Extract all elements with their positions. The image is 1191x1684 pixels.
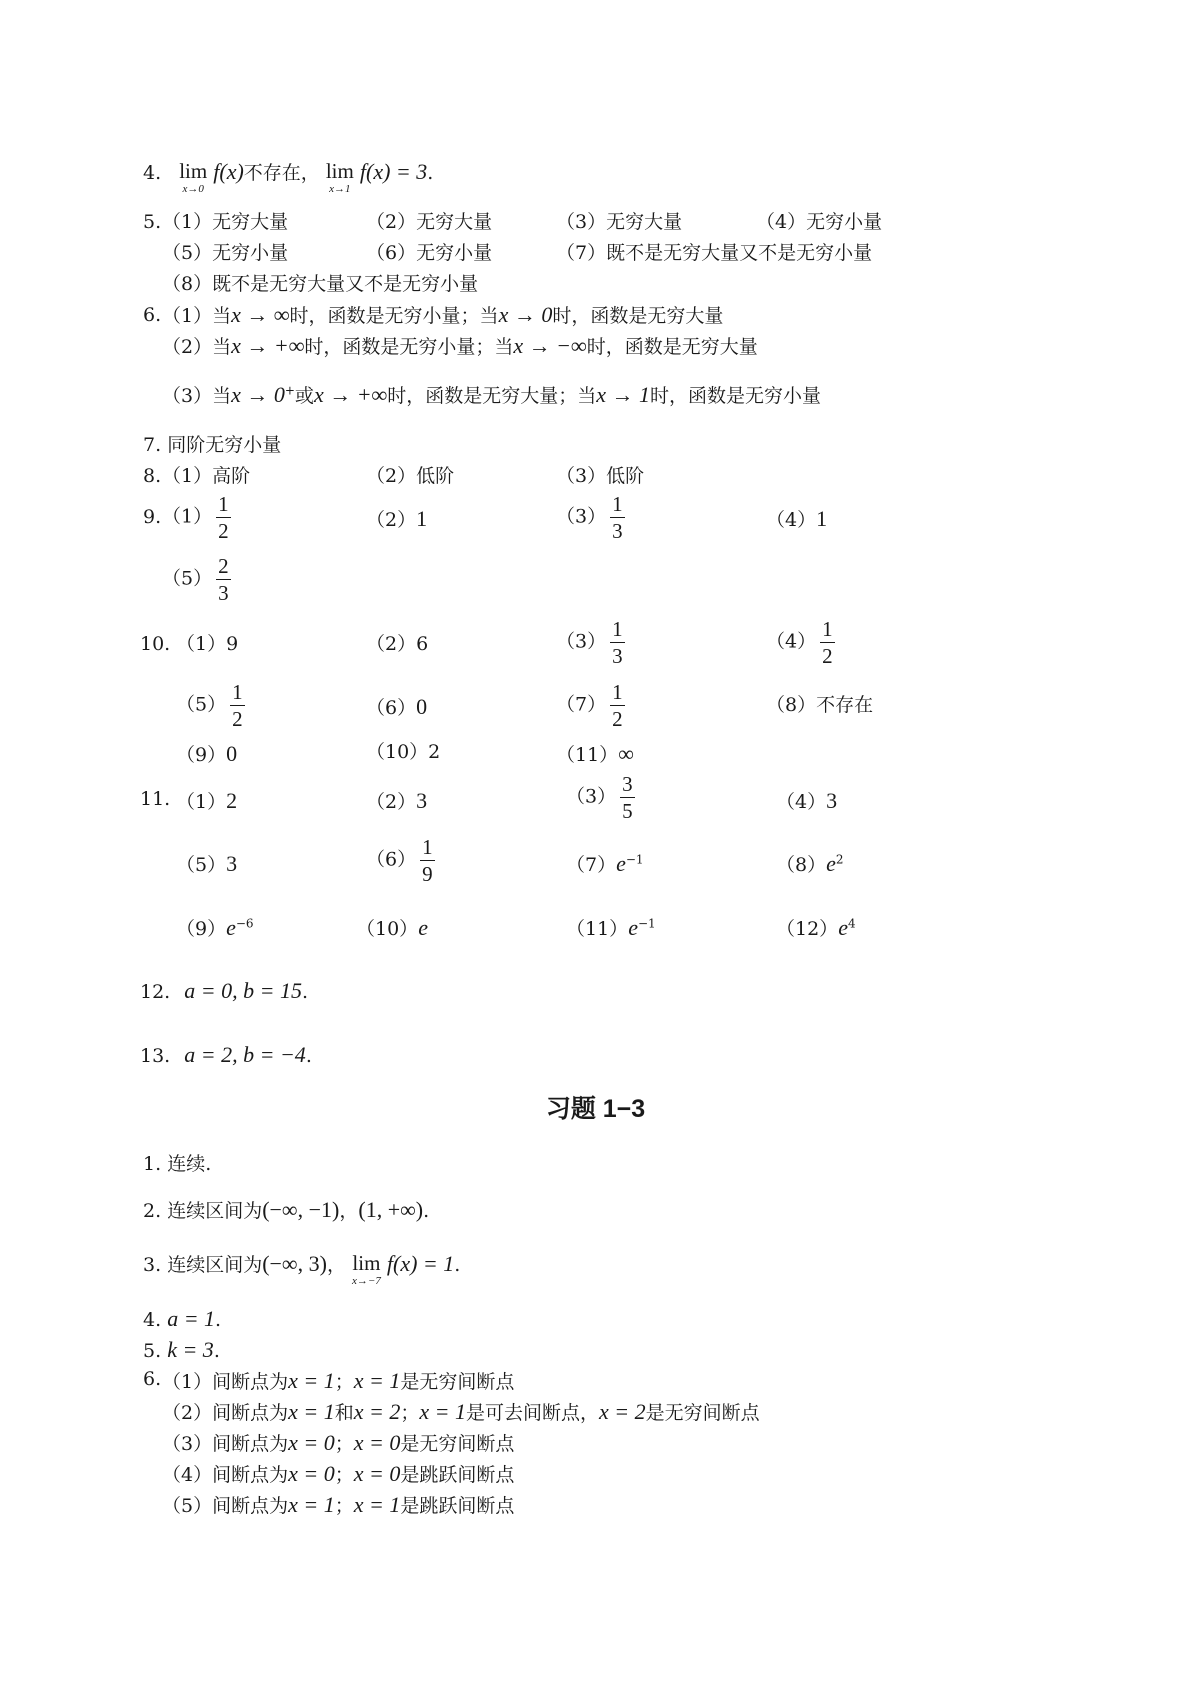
item-number: 9. [143, 506, 162, 528]
period: . [427, 162, 434, 184]
math-expression: x = 1 [419, 1399, 466, 1424]
answer-text: 是跳跃间断点 [400, 1464, 515, 1486]
answer-10-6 [366, 696, 427, 718]
separator: ； [334, 1371, 354, 1393]
answer-text: 时，函数是无穷大量 [552, 305, 724, 327]
answer-text: 连续区间为 [167, 1254, 263, 1276]
answer-label: （11） [566, 918, 629, 940]
math-base: e [628, 915, 638, 940]
answer-text: 时，函数是无穷大量；当 [387, 385, 597, 407]
answer-7 [143, 436, 281, 455]
item-number: 3. [143, 1254, 162, 1276]
answer-8-3: （3）低阶 [556, 465, 645, 487]
math-expression: x = 1 [288, 1399, 335, 1424]
answer-6-1 [162, 304, 723, 326]
item-number: 12. [140, 981, 171, 1003]
answer-label: （12） [776, 918, 839, 940]
math-expression: a = 0, b = 15 [184, 978, 302, 1003]
answer-s2-6-5 [162, 1494, 514, 1516]
math-expression: x → +∞ [313, 382, 388, 407]
answer-label: （3） [566, 785, 617, 808]
answer-value: 3 [826, 788, 838, 813]
answer-11-9 [176, 917, 254, 939]
item-number: 6. [143, 1368, 162, 1390]
answer-5-4: （4）无穷小量 [756, 211, 883, 233]
denominator: 2 [232, 707, 243, 732]
math-base: e [418, 915, 428, 940]
math-expression: x → −∞ [513, 333, 587, 358]
numerator: 1 [610, 618, 625, 643]
math-base: e [838, 915, 848, 940]
answer-11-7 [566, 853, 644, 875]
fraction [820, 618, 835, 667]
lim-subscript: x→0 [182, 183, 204, 195]
answer-11-3 [566, 773, 635, 822]
answer-8-2: （2）低阶 [366, 465, 455, 487]
answer-value: 3 [226, 851, 238, 876]
answer-11-8 [776, 853, 844, 875]
denominator: 5 [622, 799, 633, 824]
answer-text: （3）间断点为 [162, 1433, 289, 1455]
answer-text: （1）间断点为 [162, 1371, 289, 1393]
answer-5-7: （7）既不是无穷大量又不是无穷小量 [556, 242, 873, 264]
period: . [423, 1200, 430, 1222]
answer-label: （2） [366, 791, 417, 813]
fraction [610, 493, 625, 542]
answer-text: 连续区间为 [167, 1200, 263, 1222]
answer-5-6: （6）无穷小量 [366, 242, 493, 264]
answer-label: （5） [162, 567, 213, 590]
math-expression: x → 0 [231, 382, 285, 407]
answer-text: 是可去间断点， [466, 1402, 600, 1424]
answer-12 [140, 980, 308, 1002]
answer-value: 2 [226, 788, 238, 813]
period: . [301, 981, 309, 1003]
answer-text: （2）当 [162, 336, 232, 358]
answer-9-2 [366, 508, 427, 530]
answer-11-2 [366, 790, 427, 812]
math-expression: x = 1 [288, 1368, 335, 1393]
answer-text: 是跳跃间断点 [400, 1495, 515, 1517]
math-expression: x → 0 [498, 302, 553, 327]
lim-subscript: x→1 [329, 183, 351, 195]
answer-label: （9） [176, 918, 227, 940]
answer-label: （3） [556, 505, 607, 528]
math-expression: f(x) = 3 [359, 159, 428, 184]
item-number: 4. [143, 1309, 162, 1331]
answer-text: 时，函数是无穷大量 [586, 336, 758, 358]
answer-label: （11） [556, 744, 619, 766]
answer-s2-6-4 [162, 1463, 514, 1485]
item-number: 13. [140, 1045, 171, 1067]
answer-text: 不存在， [243, 162, 320, 184]
denominator: 3 [612, 644, 623, 669]
separator: ， [339, 1200, 359, 1222]
superscript: + [284, 383, 295, 398]
math-expression: f(x) [213, 159, 244, 184]
answer-5-1: （1）无穷大量 [162, 211, 289, 233]
answer-text: 是无穷间断点 [400, 1433, 515, 1455]
lim-word: lim [179, 159, 208, 183]
fraction [216, 555, 231, 604]
answer-11-11 [566, 917, 656, 939]
answer-10-2: （2）6 [366, 633, 429, 655]
answer-4 [143, 161, 433, 195]
answer-s2-5 [143, 1339, 220, 1361]
math-expression: (1, +∞) [358, 1197, 424, 1222]
answer-label: （4） [766, 630, 817, 653]
answer-11-12 [776, 917, 856, 939]
math-expression: a = 2, b = −4 [184, 1042, 306, 1067]
answer-label: （4） [776, 791, 827, 813]
answer-text: （2）间断点为 [162, 1402, 289, 1424]
separator: ； [334, 1495, 354, 1517]
numerator: 3 [620, 773, 635, 798]
item-number: 5. [143, 211, 162, 233]
answer-text: 时，函数是无穷小量；当 [304, 336, 514, 358]
answer-11-1 [176, 790, 237, 812]
answer-11-6 [366, 836, 435, 885]
math-expression: x = 0 [353, 1430, 401, 1455]
answer-label: （4） [766, 509, 817, 531]
limit-expression [352, 1253, 381, 1287]
answer-label: （10） [356, 918, 419, 940]
numerator: 1 [420, 836, 435, 861]
answer-text: 同阶无穷小量 [167, 434, 282, 456]
denominator: 2 [822, 644, 833, 669]
numerator: 1 [820, 618, 835, 643]
answer-label: （3） [556, 630, 607, 653]
answer-text: 或 [294, 385, 314, 407]
math-expression: x = 1 [353, 1492, 401, 1517]
math-expression: a = 1 [167, 1306, 216, 1331]
limit-expression [179, 161, 207, 195]
math-base: e [616, 851, 626, 876]
numerator: 1 [216, 493, 231, 518]
answer-11-4 [776, 790, 837, 812]
limit-expression [326, 161, 354, 195]
lim-word: lim [352, 1251, 381, 1275]
answer-label: （5） [176, 854, 227, 876]
answer-s2-4 [143, 1308, 221, 1330]
item-number: 2. [143, 1200, 162, 1222]
answer-label: （1） [176, 791, 227, 813]
superscript: −1 [625, 852, 644, 867]
answer-8-1: （1）高阶 [162, 465, 251, 487]
answer-label: （7） [566, 854, 617, 876]
answer-value: 3 [416, 788, 428, 813]
item-number: 1. [143, 1153, 162, 1175]
denominator: 3 [218, 581, 229, 606]
item-number: 7. [143, 434, 162, 456]
math-base: e [826, 851, 836, 876]
answer-text: （3）当 [162, 385, 232, 407]
superscript: −6 [235, 916, 254, 931]
answer-label: （6） [366, 697, 417, 719]
numerator: 2 [216, 555, 231, 580]
period: . [215, 1309, 222, 1331]
answer-label: （5） [176, 693, 227, 716]
answer-label: （7） [556, 693, 607, 716]
separator: ； [334, 1464, 354, 1486]
answer-11-5 [176, 853, 237, 875]
numerator: 1 [230, 681, 245, 706]
math-expression: k = 3 [167, 1337, 214, 1362]
answer-value: ∞ [618, 741, 634, 766]
item-number: 4. [143, 162, 162, 184]
math-expression: (−∞, 3) [262, 1251, 327, 1276]
answer-9-4 [766, 508, 827, 530]
answer-5-2: （2）无穷大量 [366, 211, 493, 233]
answer-13 [140, 1044, 312, 1066]
item-number: 11. [140, 788, 171, 810]
answer-10-11 [556, 743, 634, 765]
answer-10-7 [556, 681, 625, 730]
answer-10-5 [176, 681, 245, 730]
answer-s2-6-3 [162, 1432, 514, 1454]
answer-text: 连续. [167, 1153, 212, 1175]
answer-text: （5）间断点为 [162, 1495, 289, 1517]
period: . [213, 1340, 220, 1362]
answer-9-3 [556, 493, 625, 542]
answer-label: （1） [162, 505, 213, 528]
answer-5-5: （5）无穷小量 [162, 242, 289, 264]
math-expression: x = 0 [288, 1461, 335, 1486]
numerator: 1 [610, 493, 625, 518]
answer-s2-1 [143, 1155, 211, 1174]
answer-text: （1）当 [162, 305, 232, 327]
answer-value: 0 [226, 741, 238, 766]
answer-5-8: （8）既不是无穷大量又不是无穷小量 [162, 273, 479, 295]
answer-9-1 [162, 493, 231, 542]
math-expression: x → ∞ [231, 302, 290, 327]
separator: ， [326, 1254, 346, 1276]
answer-s2-6-2 [162, 1401, 760, 1423]
answer-10-8: （8）不存在 [766, 694, 874, 716]
answer-text: 时，函数是无穷小量 [650, 385, 822, 407]
math-expression: x → +∞ [231, 333, 305, 358]
answer-10-9 [176, 743, 237, 765]
answer-label: （9） [176, 744, 227, 766]
answer-s2-6-1 [162, 1370, 514, 1392]
answer-10-3 [556, 618, 625, 667]
answer-text: 和 [334, 1402, 354, 1424]
answer-9-5 [162, 555, 231, 604]
math-expression: x → 1 [596, 382, 651, 407]
answer-s2-2 [143, 1199, 429, 1221]
answer-text: 是无穷间断点 [400, 1371, 515, 1393]
numerator: 1 [610, 681, 625, 706]
answer-6-3 [162, 384, 821, 406]
math-expression: (−∞, −1) [262, 1197, 340, 1222]
denominator: 9 [422, 862, 433, 887]
superscript: −1 [637, 916, 656, 931]
denominator: 2 [218, 519, 229, 544]
superscript: 2 [835, 852, 844, 867]
answer-text: （4）间断点为 [162, 1464, 289, 1486]
answer-10-4 [766, 618, 835, 667]
fraction [230, 681, 245, 730]
answer-label: （8） [776, 854, 827, 876]
denominator: 2 [612, 707, 623, 732]
math-expression: x = 1 [353, 1368, 401, 1393]
fraction [216, 493, 231, 542]
answer-text: 时，函数是无穷小量；当 [289, 305, 499, 327]
answer-label: （6） [366, 848, 417, 871]
answer-value: 1 [816, 506, 828, 531]
math-base: e [226, 915, 236, 940]
answer-value: 0 [416, 694, 428, 719]
item-number: 6. [143, 304, 162, 326]
math-expression: x = 0 [353, 1461, 401, 1486]
superscript: 4 [847, 916, 856, 931]
answer-s2-3 [143, 1253, 460, 1287]
item-number: 5. [143, 1340, 162, 1362]
separator: ； [334, 1433, 354, 1455]
answer-11-10 [356, 917, 428, 939]
denominator: 3 [612, 519, 623, 544]
fraction [420, 836, 435, 885]
answer-label: （2） [366, 509, 417, 531]
math-expression: f(x) = 1 [386, 1251, 455, 1276]
period: . [305, 1045, 312, 1067]
answer-10-1: （1）9 [176, 633, 239, 655]
answer-5-3: （3）无穷大量 [556, 211, 683, 233]
fraction [620, 773, 635, 822]
answer-text: 是无穷间断点 [645, 1402, 760, 1424]
item-number: 8. [143, 465, 162, 487]
math-expression: x = 0 [288, 1430, 335, 1455]
answer-6-2 [162, 335, 758, 357]
math-expression: x = 1 [288, 1492, 335, 1517]
period: . [454, 1254, 461, 1276]
lim-word: lim [325, 159, 354, 183]
section-heading: 习题 1−3 [545, 1095, 646, 1123]
item-number: 10. [140, 633, 171, 655]
math-expression: x = 2 [353, 1399, 401, 1424]
math-expression: x = 2 [599, 1399, 646, 1424]
separator: ； [400, 1402, 420, 1424]
answer-10-10: （10）2 [366, 741, 441, 763]
lim-subscript: x→−7 [352, 1275, 381, 1287]
fraction [610, 681, 625, 730]
fraction [610, 618, 625, 667]
answer-value: 1 [416, 506, 428, 531]
